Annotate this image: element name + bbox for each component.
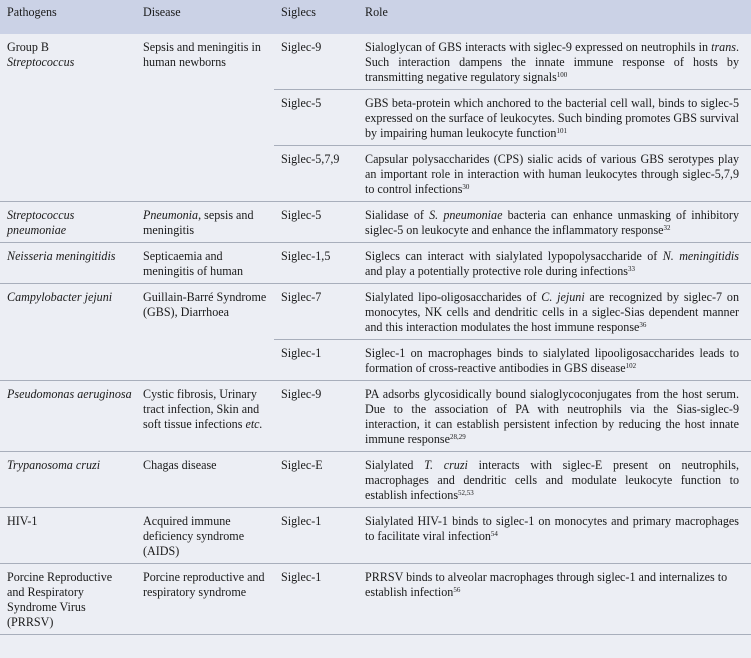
pathogen-cell: HIV-1 <box>0 508 136 564</box>
role-cell: PA adsorbs glycosidically bound sialoglycoconjugates from the host serum. Due to the association of PA with neutrophils via the Sias-siglec-9 interaction, it can establish persistent infection by reducing the host innate immune response$^{28,29}$ <box>358 381 751 452</box>
role-cell: Sialidase of S. pneumoniae bacteria can enhance unmasking of inhibitory siglec-5 on leukocyte and enhance the inflammatory response$^{32}$ <box>358 202 751 243</box>
table-row <box>0 452 751 508</box>
siglec-cell: Siglec-5 <box>274 202 358 243</box>
disease-cell: Sepsis and meningitis in human newborns <box>143 40 261 69</box>
siglec-cell: Siglec-9 <box>281 40 322 54</box>
table-row <box>0 243 751 284</box>
table-row <box>0 34 751 90</box>
role-cell: GBS beta-protein which anchored to the bacterial cell wall, binds to siglec-5 expressed on the surface of leukocytes. Such binding promotes GBS survival by impairing human leukocyte function$^{101}$ <box>358 90 751 146</box>
pathogen-cell: Neisseria meningitidis <box>0 243 136 284</box>
disease-cell: Acquired immune deficiency syndrome (AIDS) <box>136 508 274 564</box>
pathogen-cell: Campylobacter jejuni <box>0 284 136 381</box>
disease-cell: Porcine reproductive and respiratory syndrome <box>136 564 274 635</box>
header-role: Role <box>365 5 388 19</box>
role-cell: Siglec-1 on macrophages binds to sialylated lipooligosaccharides leads to formation of cross-reactive antibodies in GBS disease$^{102}$ <box>358 340 751 381</box>
header-disease: Disease <box>143 5 181 19</box>
table-row <box>0 508 751 564</box>
disease-cell: Guillain-Barré Syndrome (GBS), Diarrhoea <box>136 284 274 381</box>
role-cell: Sialylated HIV-1 binds to siglec-1 on monocytes and primary macrophages to facilitate viral infection$^{54}$ <box>358 508 751 564</box>
role-cell: Siglecs can interact with sialylated lypopolysaccharide of N. meningitidis and play a potentially protective role during infections$^{33}$ <box>358 243 751 284</box>
disease-cell: Pneumonia, sepsis and meningitis <box>136 202 274 243</box>
siglec-cell: Siglec-1 <box>274 340 358 381</box>
header-siglecs: Siglecs <box>281 5 316 19</box>
pathogen-cell: Pseudomonas aeruginosa <box>0 381 136 452</box>
pathogen-cell: Porcine Reproductive and Respiratory Syndrome Virus (PRRSV) <box>0 564 136 635</box>
siglec-cell: Siglec-5 <box>274 90 358 146</box>
role-cell: Capsular polysaccharides (CPS) sialic acids of various GBS serotypes play an important role in interaction with human leukocytes through siglec-5,7,9 to control infections$^{30}$ <box>358 146 751 202</box>
table-row <box>0 381 751 452</box>
pathogen-cell: Group B Streptococcus <box>7 40 75 69</box>
role-cell: PRRSV binds to alveolar macrophages through siglec-1 and internalizes to establish infection$^{56}$ <box>358 564 751 635</box>
siglec-cell: Siglec-1 <box>274 508 358 564</box>
table-row <box>0 202 751 243</box>
pathogen-cell: Trypanosoma cruzi <box>0 452 136 508</box>
disease-cell: Septicaemia and meningitis of human <box>136 243 274 284</box>
siglec-cell: Siglec-E <box>274 452 358 508</box>
role-cell: Sialoglycan of GBS interacts with siglec-9 expressed on neutrophils in trans. Such interaction dampens the innate immune response of hosts by transmitting negative regulatory signals$^{100}$ <box>365 40 739 84</box>
role-cell: Sialylated lipo-oligosaccharides of C. jejuni are recognized by siglec-7 on monocytes, NK cells and dendritic cells in a siglec-Sias dependent manner and this interaction modulates the host immune response$^{36}$ <box>358 284 751 340</box>
siglec-cell: Siglec-9 <box>274 381 358 452</box>
siglec-cell: Siglec-1,5 <box>274 243 358 284</box>
table-row <box>0 564 751 635</box>
table-row <box>0 284 751 340</box>
siglec-cell: Siglec-1 <box>274 564 358 635</box>
siglec-cell: Siglec-5,7,9 <box>274 146 358 202</box>
table-header <box>0 0 751 34</box>
role-cell: Sialylated T. cruzi interacts with siglec-E present on neutrophils, macrophages and dendritic cells and modulate leukocyte function to establish infections$^{52,53}$ <box>358 452 751 508</box>
siglec-cell: Siglec-7 <box>274 284 358 340</box>
header-pathogens: Pathogens <box>7 5 57 19</box>
disease-cell: Cystic fibrosis, Urinary tract infection, Skin and soft tissue infections etc. <box>136 381 274 452</box>
pathogen-cell: Streptococcus pneumoniae <box>0 202 136 243</box>
disease-cell: Chagas disease <box>136 452 274 508</box>
